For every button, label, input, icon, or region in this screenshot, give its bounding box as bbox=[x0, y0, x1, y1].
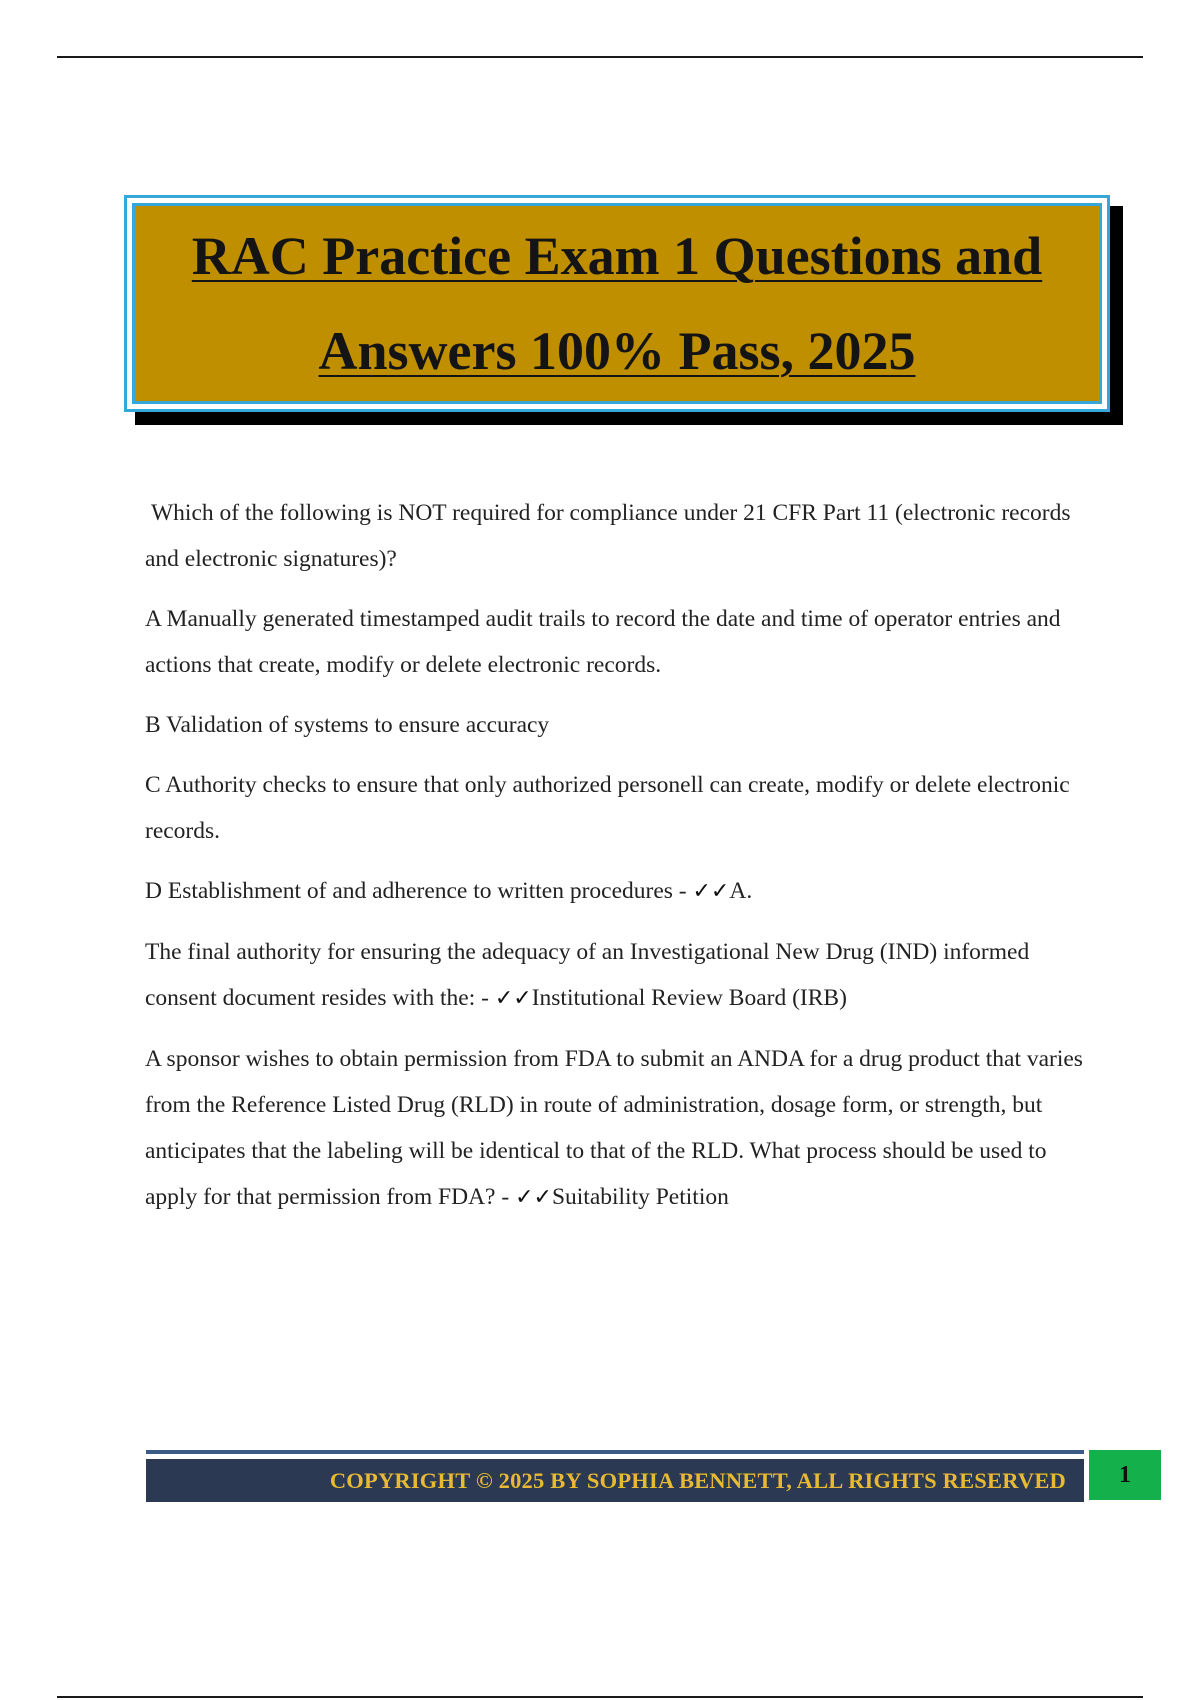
bottom-rule bbox=[57, 1696, 1143, 1698]
top-rule bbox=[57, 56, 1143, 58]
double-check-icon: ✓✓ bbox=[692, 879, 730, 904]
footer-bar bbox=[146, 1459, 1084, 1502]
title-line-2: Answers 100% Pass, 2025 bbox=[318, 320, 916, 381]
q1-option-d-text: D Establishment of and adherence to written procedures - bbox=[145, 878, 693, 904]
q1-question: Which of the following is NOT required for compliance under 21 CFR Part 11 (electronic records and electronic signatures)? bbox=[145, 500, 1071, 572]
q1-option-b: B Validation of systems to ensure accuracy bbox=[145, 712, 550, 738]
copyright-notice: COPYRIGHT © 2025 BY SOPHIA BENNETT, ALL RIGHTS RESERVED bbox=[329, 1467, 1066, 1493]
double-check-icon: ✓✓ bbox=[494, 986, 532, 1011]
q2-question: The final authority for ensuring the adequacy of an Investigational New Drug (IND) informed consent document resides with the: - bbox=[145, 939, 1030, 1011]
q2-answer: Institutional Review Board (IRB) bbox=[531, 985, 847, 1011]
q3-answer: Suitability Petition bbox=[551, 1184, 729, 1210]
footer-rule bbox=[146, 1450, 1084, 1454]
title-line-1: RAC Practice Exam 1 Questions and bbox=[191, 225, 1043, 286]
title-banner bbox=[124, 195, 1110, 412]
q3-block bbox=[145, 1036, 1095, 1221]
document-body bbox=[145, 490, 1095, 1235]
page-number: 1 bbox=[1119, 1461, 1131, 1488]
title-banner-fill bbox=[132, 203, 1102, 404]
double-check-icon: ✓✓ bbox=[515, 1185, 552, 1210]
q1-answer: A. bbox=[729, 878, 753, 904]
q1-option-a: A Manually generated timestamped audit trails to record the date and time of operator entries and actions that create, modify or delete electronic records. bbox=[145, 606, 1061, 678]
q2-block bbox=[145, 929, 1095, 1022]
q1-option-c: C Authority checks to ensure that only authorized personell can create, modify or delete electronic records. bbox=[145, 772, 1070, 844]
page-number-badge bbox=[1089, 1450, 1161, 1500]
q3-question: A sponsor wishes to obtain permission from FDA to submit an ANDA for a drug product that varies from the Reference Listed Drug (RLD) in route of administration, dosage form, or strength, but anticipates that the labeling will be identical to that of the RLD. What process should be used to apply for that permission from FDA? - bbox=[145, 1046, 1083, 1210]
q1-option-d bbox=[145, 868, 1095, 915]
